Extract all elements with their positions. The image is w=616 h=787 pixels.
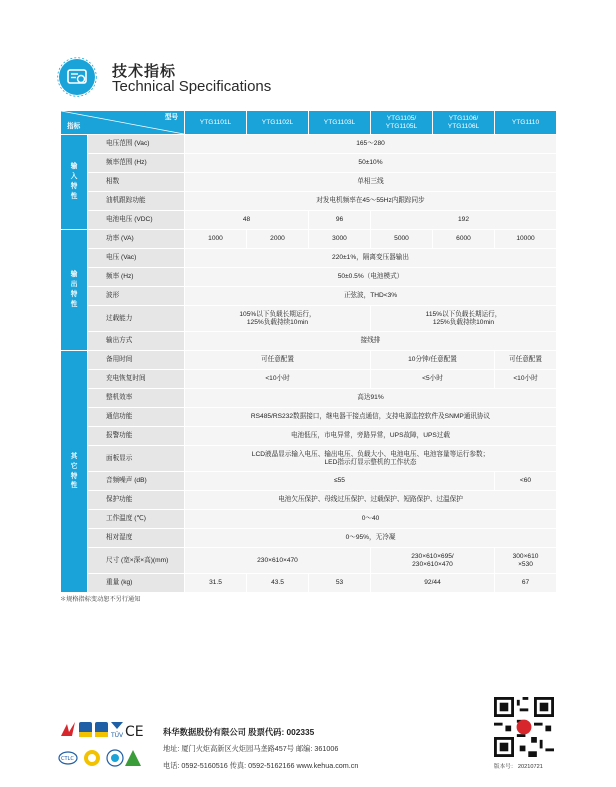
row-value: 165～280 — [185, 135, 557, 154]
company-address: 地址: 厦门火炬高新区火炬园马垄路457号 邮编: 361006 — [163, 744, 339, 753]
table-row — [61, 249, 557, 268]
row-value: 50±0.5%（电池模式） — [185, 268, 557, 287]
table-row — [61, 154, 557, 173]
row-value: 正弦波，THD<3% — [185, 287, 557, 306]
row-label: 备用时间 — [88, 351, 185, 370]
table-row — [61, 192, 557, 211]
row-value: 300×610 ×530 — [495, 548, 557, 574]
row-label: 相对湿度 — [88, 529, 185, 548]
row-value: 接线排 — [185, 332, 557, 351]
table-row — [61, 446, 557, 472]
row-value: 1000 — [185, 230, 247, 249]
corner-model-label: 型号 — [164, 114, 178, 121]
row-value: 2000 — [247, 230, 309, 249]
row-value: 48 — [185, 211, 309, 230]
row-label: 尺寸 (宽×深×高)(mm) — [88, 548, 185, 574]
row-label: 音频噪声 (dB) — [88, 472, 185, 491]
row-value: 105%以下负载长期运行， 125%负载持续10min — [185, 306, 371, 332]
model-header: YTG1103L — [309, 111, 371, 135]
qr-code-icon — [494, 697, 554, 757]
table-row — [61, 472, 557, 491]
row-label: 频率 (Hz) — [88, 268, 185, 287]
environment-cert-icon — [125, 750, 141, 766]
row-value: 0～40 — [185, 510, 557, 529]
technical-spec-icon — [57, 57, 97, 97]
aerospace-logo-icon — [61, 722, 75, 736]
version-number: 版本号： 20210721 — [494, 764, 543, 770]
row-value: 高达91% — [185, 389, 557, 408]
row-label: 重量 (kg) — [88, 574, 185, 593]
model-header: YTG1101L — [185, 111, 247, 135]
ctlc-logo-icon — [59, 752, 77, 764]
row-label: 面板显示 — [88, 446, 185, 472]
row-value: 10分钟/任意配置 — [371, 351, 495, 370]
row-value: 可任意配置 — [185, 351, 371, 370]
row-label: 报警功能 — [88, 427, 185, 446]
disclaimer-note: ＊规格指标变动恕不另行通知 — [60, 596, 141, 603]
row-label: 频率范围 (Hz) — [88, 154, 185, 173]
row-value: <10小时 — [185, 370, 371, 389]
row-label: 电池电压 (VDC) — [88, 211, 185, 230]
table-row — [61, 427, 557, 446]
table-row — [61, 529, 557, 548]
row-value: 单相三线 — [185, 173, 557, 192]
table-row — [61, 408, 557, 427]
title-cn: 技术指标 — [112, 63, 177, 80]
model-header: YTG1102L — [247, 111, 309, 135]
row-value: 53 — [309, 574, 371, 593]
header-row — [61, 111, 557, 135]
row-value: 43.5 — [247, 574, 309, 593]
row-value: 可任意配置 — [495, 351, 557, 370]
row-value: 31.5 — [185, 574, 247, 593]
row-label: 过载能力 — [88, 306, 185, 332]
spec-table — [60, 110, 557, 593]
row-value: ≤55 — [185, 472, 495, 491]
row-value: 电池欠压保护、母线过压保护、过载保护、短路保护、过温保护 — [185, 491, 557, 510]
table-row — [61, 268, 557, 287]
table-row — [61, 230, 557, 249]
row-value: 220±1%，隔离变压器输出 — [185, 249, 557, 268]
row-label: 充电恢复时间 — [88, 370, 185, 389]
row-value: 230×610×470 — [185, 548, 371, 574]
row-label: 波形 — [88, 287, 185, 306]
table-row — [61, 211, 557, 230]
table-row — [61, 491, 557, 510]
row-value: 50±10% — [185, 154, 557, 173]
certification-logos — [57, 718, 157, 773]
model-header: YTG1106/ YTG1106L — [433, 111, 495, 135]
row-label: 油机跟踪功能 — [88, 192, 185, 211]
company-contact: 电话: 0592-5160516 传真: 0592-5162166 www.kehua.com.cn — [163, 761, 359, 770]
table-row — [61, 548, 557, 574]
tuv-logo-icon — [110, 722, 124, 739]
row-label: 输出方式 — [88, 332, 185, 351]
row-value: 230×610×695/ 230×610×470 — [371, 548, 495, 574]
row-value: 5000 — [371, 230, 433, 249]
table-row — [61, 574, 557, 593]
row-value: <5小时 — [371, 370, 495, 389]
section-label: 其 它 特 性 — [70, 452, 78, 490]
row-value: 96 — [309, 211, 371, 230]
row-label: 通信功能 — [88, 408, 185, 427]
table-row — [61, 306, 557, 332]
section-input — [61, 135, 88, 230]
quality-cert-icon — [107, 750, 123, 766]
title-en: Technical Specifications — [112, 78, 272, 95]
svg-text:CTLC: CTLC — [61, 756, 74, 762]
row-value: 6000 — [433, 230, 495, 249]
corner-index-label: 指标 — [67, 123, 81, 131]
row-value: 10000 — [495, 230, 557, 249]
row-value: 67 — [495, 574, 557, 593]
table-row — [61, 510, 557, 529]
row-value: 0～95%，无冷凝 — [185, 529, 557, 548]
section-output — [61, 230, 88, 351]
row-value: LCD液晶显示输入电压、输出电压、负载大小、电池电压、电池容量等运行参数； LED指示灯显示整机的工作状态 — [185, 446, 557, 472]
row-value: RS485/RS232数据接口，继电器干接点通信，支持电源监控软件及SNMP通讯协议 — [185, 408, 557, 427]
row-value: 192 — [371, 211, 557, 230]
table-row — [61, 389, 557, 408]
energy-cert-icon — [84, 750, 100, 766]
section-other — [61, 351, 88, 593]
row-label: 工作温度 (℃) — [88, 510, 185, 529]
table-row — [61, 351, 557, 370]
svg-text:TÜV: TÜV — [111, 732, 124, 739]
corner-cell — [61, 111, 185, 135]
row-label: 保护功能 — [88, 491, 185, 510]
ce-mark-icon: CE — [125, 724, 144, 740]
row-value: 115%以下负载长期运行， 125%负载持续10min — [371, 306, 557, 332]
row-value: <10小时 — [495, 370, 557, 389]
model-header: YTG1110 — [495, 111, 557, 135]
row-label: 功率 (VA) — [88, 230, 185, 249]
row-value: 电池低压，市电异常，旁路异常，UPS故障，UPS过载 — [185, 427, 557, 446]
table-row — [61, 135, 557, 154]
row-label: 电压范围 (Vac) — [88, 135, 185, 154]
row-label: 相数 — [88, 173, 185, 192]
row-value: <60 — [495, 472, 557, 491]
row-value: 3000 — [309, 230, 371, 249]
section-label: 输 入 特 性 — [70, 163, 78, 200]
table-row — [61, 332, 557, 351]
table-row — [61, 173, 557, 192]
row-label: 电压 (Vac) — [88, 249, 185, 268]
row-value: 对发电机频率在45～55Hz内跟踪同步 — [185, 192, 557, 211]
table-row — [61, 287, 557, 306]
row-value: 92/44 — [371, 574, 495, 593]
row-label: 整机效率 — [88, 389, 185, 408]
cert-badge-icon — [79, 722, 108, 737]
section-label: 输 出 特 性 — [70, 271, 78, 308]
company-name: 科华数据股份有限公司 股票代码: 002335 — [163, 727, 315, 737]
table-row — [61, 370, 557, 389]
model-header: YTG1105/ YTG1105L — [371, 111, 433, 135]
